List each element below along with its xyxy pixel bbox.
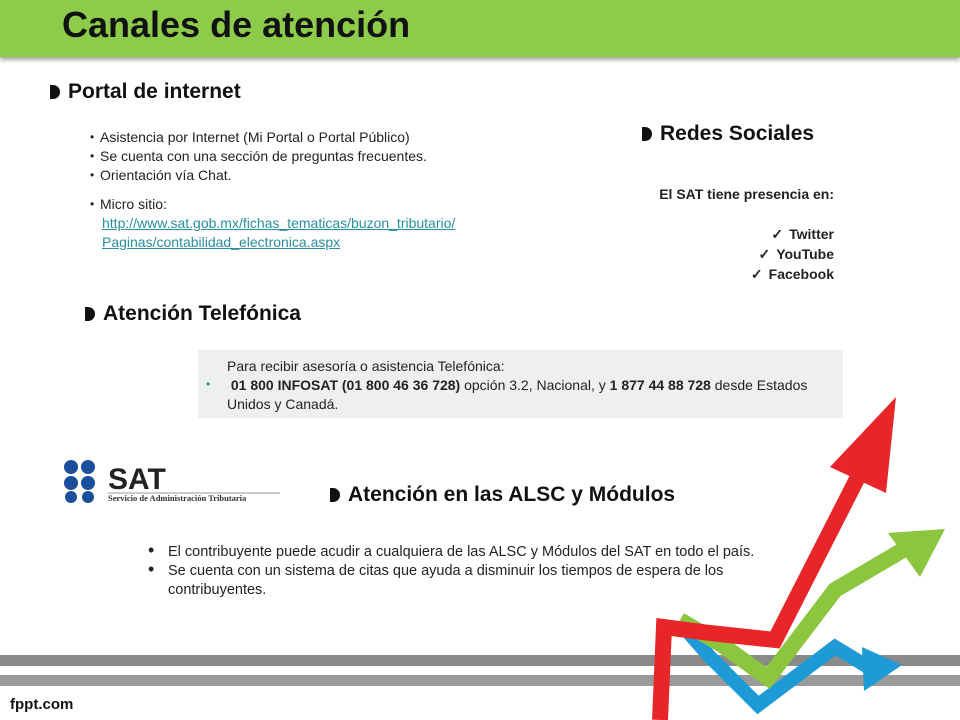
alsc-heading-text: Atención en las ALSC y Módulos	[348, 483, 676, 506]
telefonica-mid: opción 3.2, Nacional, y	[460, 377, 610, 393]
micro-sitio-link-line1[interactable]: http://www.sat.gob.mx/fichas_tematicas/buzon_tributario/	[102, 215, 456, 231]
list-item: • Se cuenta con un sistema de citas que ayuda a disminuir los tiempos de espera de los contribuyentes.	[146, 562, 786, 600]
svg-text:Servicio de Administración Tri: Servicio de Administración Tributaria	[108, 493, 247, 503]
portal-list	[90, 128, 570, 252]
micro-sitio-label: • Micro sitio:	[90, 195, 570, 214]
telefonica-number: 01 800 INFOSAT (01 800 46 36 728)	[230, 377, 461, 393]
list-item	[659, 244, 834, 264]
list-item	[659, 264, 834, 284]
svg-text:SAT: SAT	[108, 463, 166, 496]
telefonica-heading	[85, 302, 301, 326]
list-item: • Orientación vía Chat.	[90, 166, 570, 185]
telefonica-line1: Para recibir asesoría o asistencia Telefónica:	[227, 358, 505, 374]
redes-intro: El SAT tiene presencia en:	[659, 186, 834, 202]
telefonica-heading-text: Atención Telefónica	[103, 302, 301, 325]
redes-block	[659, 184, 834, 284]
alsc-heading	[330, 483, 675, 507]
growth-arrows-icon	[650, 395, 960, 720]
telefonica-end: desde Estados Unidos y Canadá.	[227, 377, 808, 412]
slide-title: Canales de atención	[62, 4, 411, 45]
sat-logo-mark-icon	[62, 458, 282, 504]
checkmark-icon: ✓	[758, 246, 771, 262]
half-circle-bullet-icon	[50, 85, 60, 99]
portal-heading-text: Portal de internet	[68, 80, 241, 103]
redes-item-youtube: YouTube	[776, 246, 834, 262]
list-item	[659, 224, 834, 244]
list-item: • Se cuenta con una sección de preguntas frecuentes.	[90, 147, 570, 166]
checkmark-icon: ✓	[771, 226, 784, 242]
half-circle-bullet-icon	[330, 488, 340, 502]
redes-heading-text: Redes Sociales	[660, 122, 815, 145]
half-circle-bullet-icon	[642, 127, 652, 141]
redes-item-facebook: Facebook	[768, 266, 834, 282]
footer-brand: fppt.com	[10, 696, 74, 713]
half-circle-bullet-icon	[85, 307, 95, 321]
title-bar	[0, 0, 960, 57]
micro-sitio-link-line2[interactable]: Paginas/contabilidad_electronica.aspx	[102, 234, 341, 250]
list-item: • Asistencia por Internet (Mi Portal o Portal Público)	[90, 128, 570, 147]
portal-heading	[50, 80, 241, 104]
list-item: • El contribuyente puede acudir a cualquiera de las ALSC y Módulos del SAT en todo el país.	[146, 543, 786, 562]
telefonica-us-number: 1 877 44 88 728	[609, 377, 711, 393]
sat-logo	[62, 458, 282, 504]
bullet-dot-icon: •	[206, 377, 211, 391]
checkmark-icon: ✓	[750, 266, 763, 282]
redes-heading	[642, 122, 814, 146]
redes-item-twitter: Twitter	[789, 226, 834, 242]
